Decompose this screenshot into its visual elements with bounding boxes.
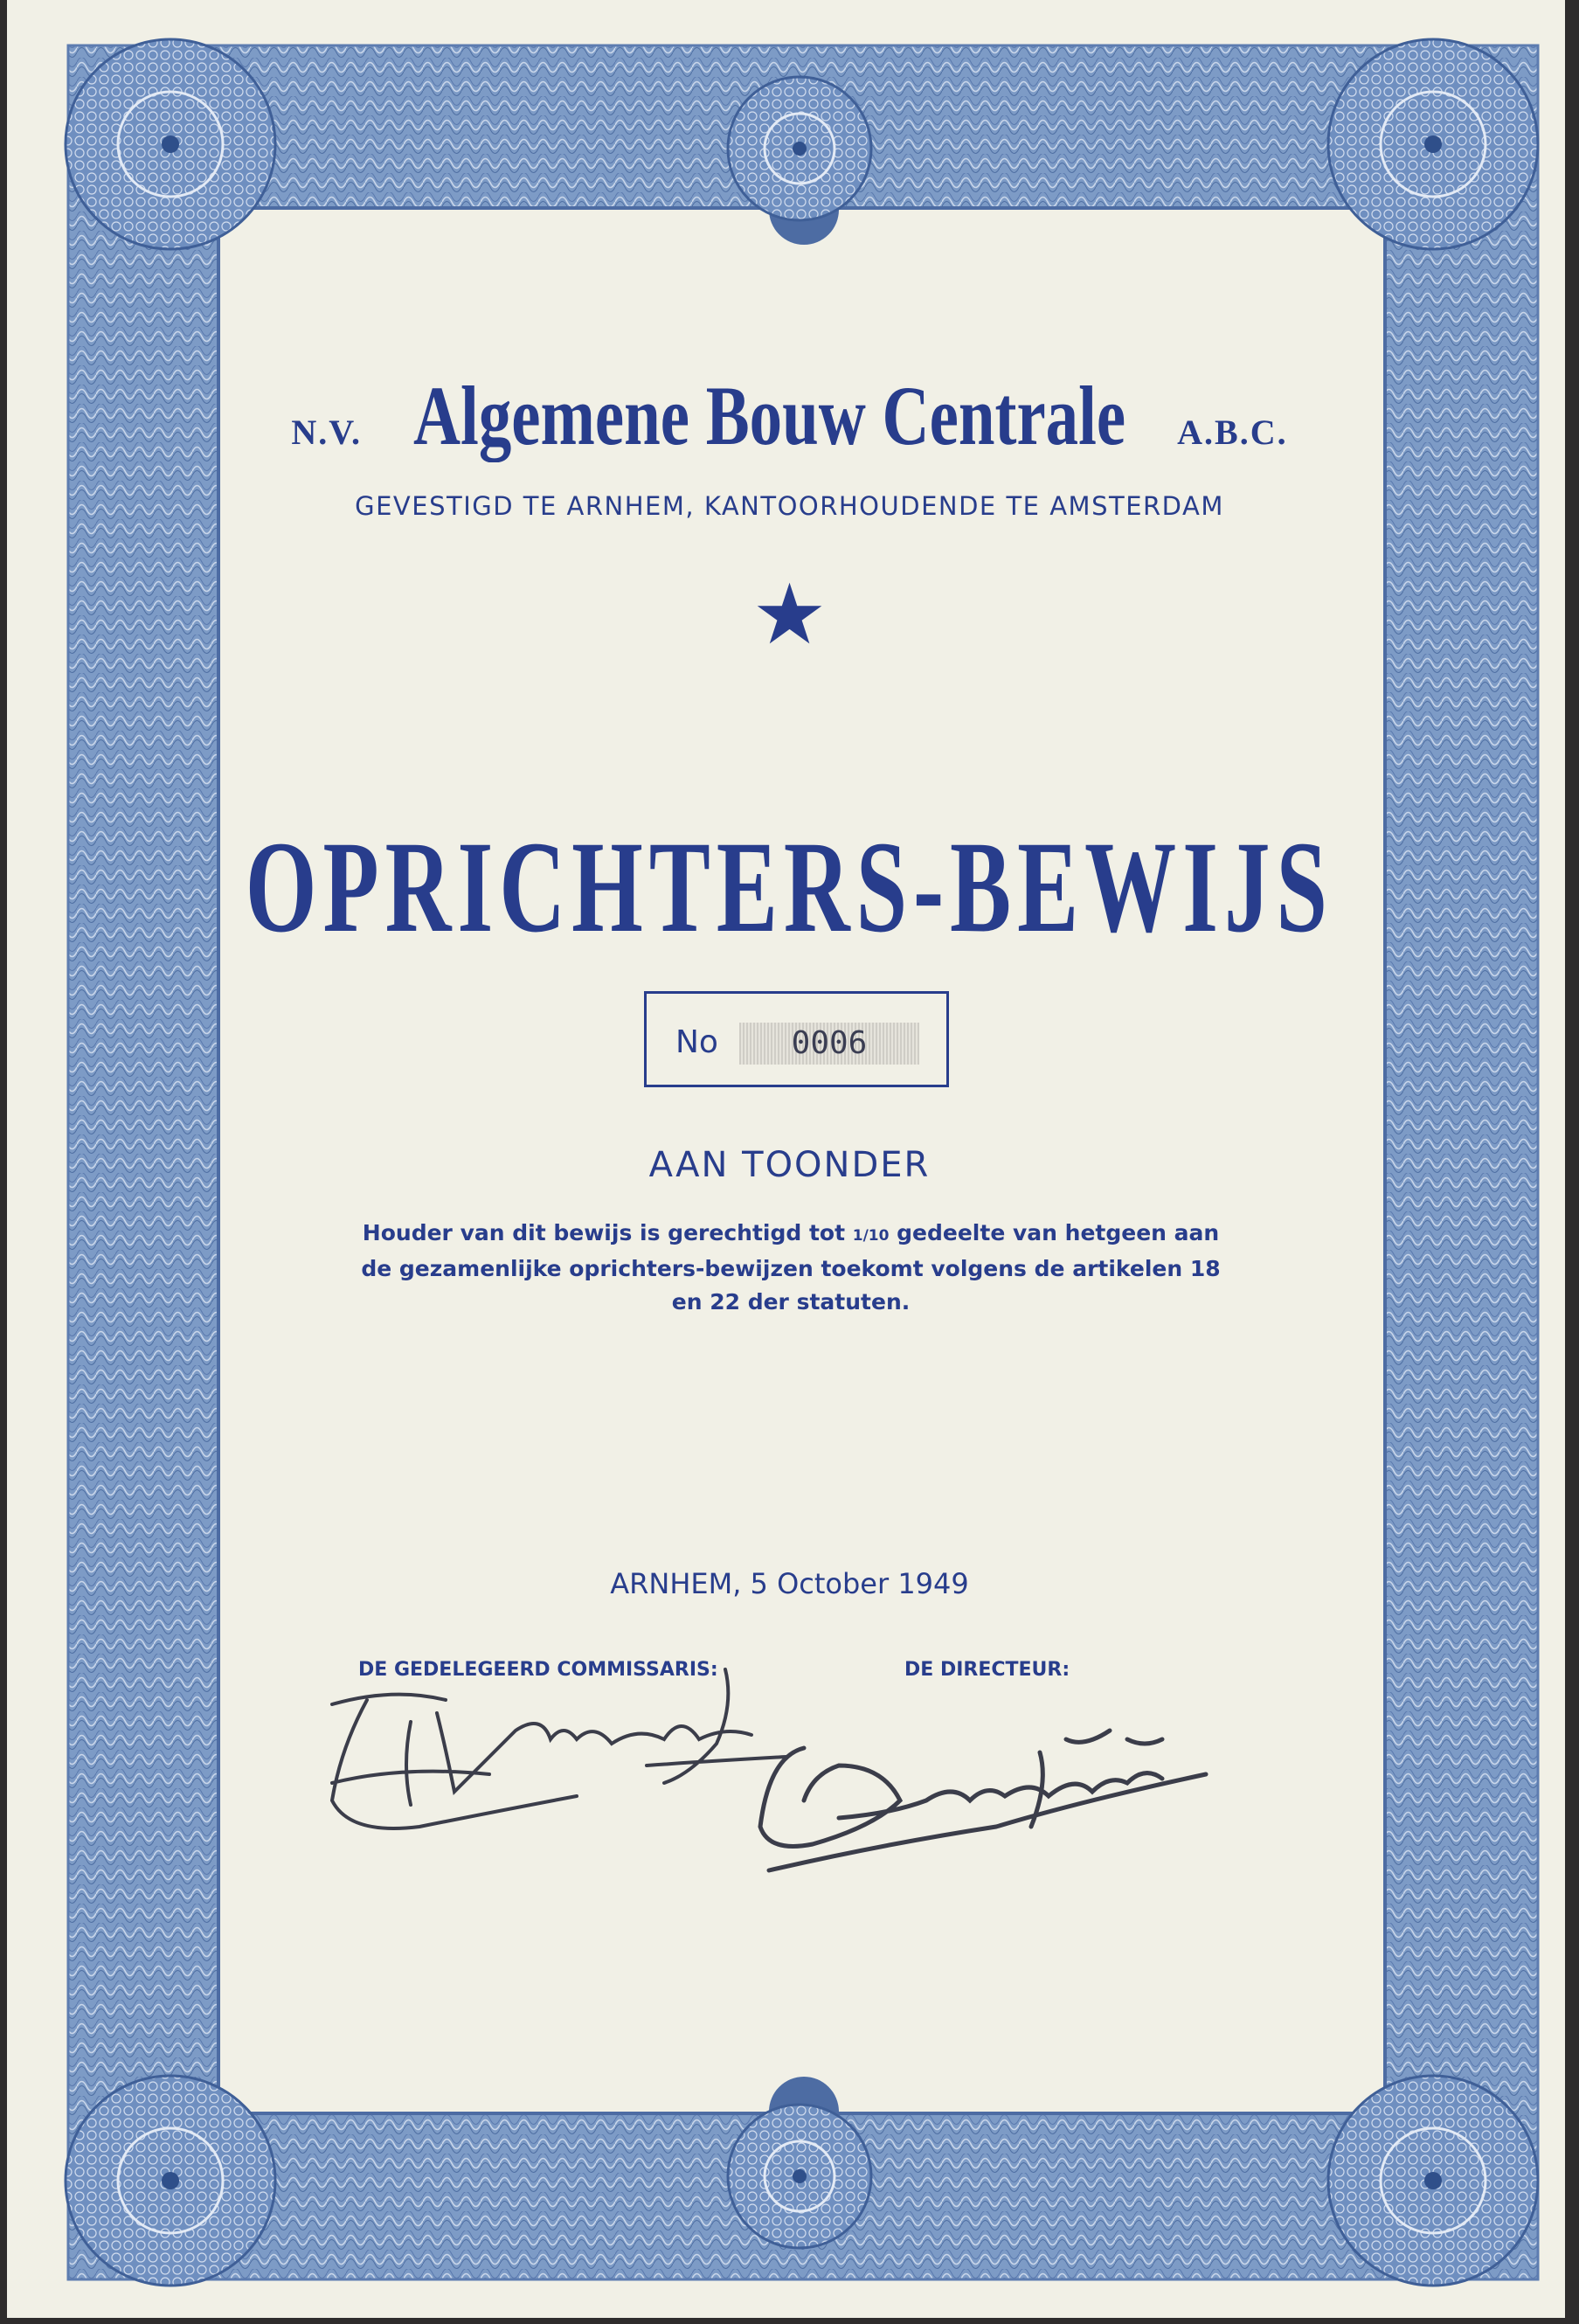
number-label: No	[675, 1024, 718, 1060]
certificate-title	[0, 815, 1579, 960]
entitlement-text-start: Houder van dit bewijs is gerechtigd tot	[362, 1220, 853, 1245]
company-seat: GEVESTIGD TE ARNHEM, KANTOORHOUDENDE TE AMSTERDAM	[355, 491, 1224, 521]
certificate-title-text: OPRICHTERS-BEWIJS	[245, 815, 1334, 960]
company-prefix: N.V.	[291, 413, 363, 452]
certificate-number: 0006	[739, 1023, 919, 1065]
company-name-line	[0, 367, 1579, 464]
director-label: DE DIRECTEUR:	[904, 1659, 1070, 1681]
entitlement-fraction: 1/10	[852, 1227, 890, 1245]
director-signature	[751, 1696, 1223, 1897]
star-icon: ★	[751, 565, 828, 663]
entitlement-text-end: gedeelte van hetgeen aan de gezamenlijke oprichters-bewijzen toekomt volgens de artikelen 18 en 22 der statuten.	[361, 1220, 1221, 1315]
commissioner-label: DE GEDELEGEERD COMMISSARIS:	[358, 1659, 718, 1681]
certificate-number-box	[644, 991, 949, 1087]
commissioner-signature	[315, 1652, 804, 1862]
company-name: Algemene Bouw Centrale	[412, 369, 1126, 462]
place-date: ARNHEM, 5 October 1949	[610, 1567, 969, 1600]
bearer-label: AAN TOONDER	[648, 1145, 931, 1185]
company-suffix: A.B.C.	[1177, 413, 1288, 452]
entitlement-paragraph	[350, 1217, 1232, 1319]
